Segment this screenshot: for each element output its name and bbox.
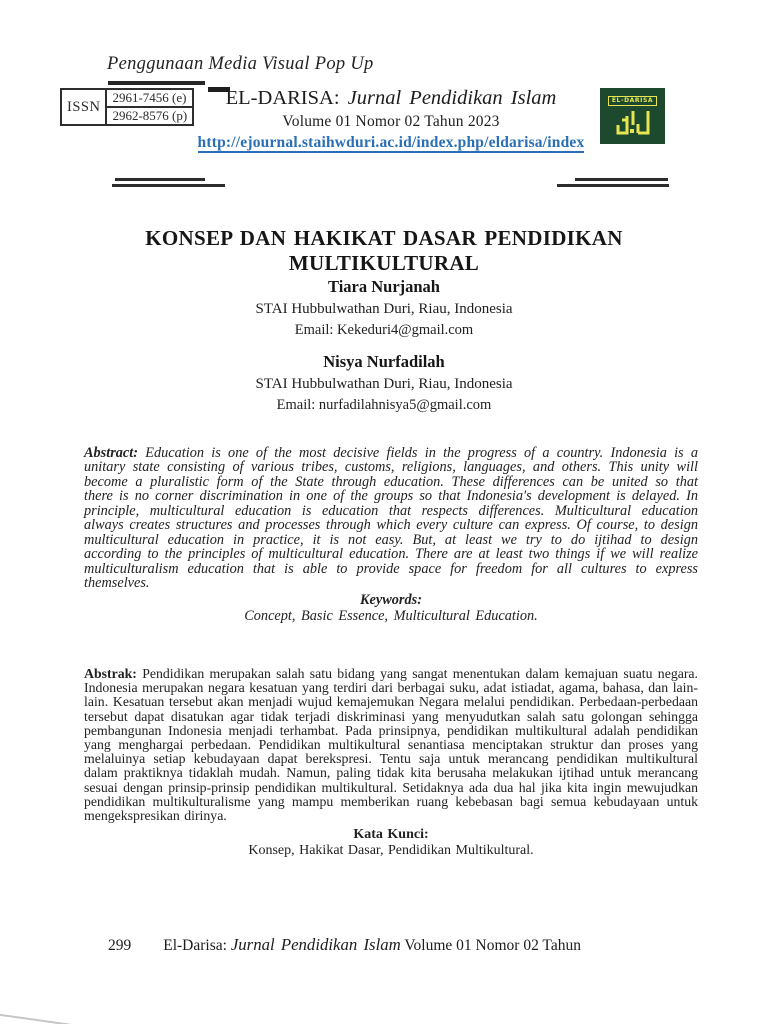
abstract-body: Education is one of the most decisive fields in the progress of a country. Indonesia is a unitary state consisting of various tribes, customs, religions, languages, and others. This unity will become a pluralistic form of the State through education. These differences can be united so that there is no corner discrimination in one of the groups so that Indonesia's development is delayed. In principle, multicultural education is education that respects differences. Multicultural education always creates structures and processes through which every culture can express. Of course, to design multicultural education in practice, it is not easy. But, at least we try to do ijtihad to design according to the principles of multicultural education. There are at least two things if we will realize multiculturalism education that is able to provide space for freedom for all cultures to express themselves. [84, 445, 699, 591]
author-affiliation: STAI Hubbulwathan Duri, Riau, Indonesia [255, 301, 513, 317]
keywords-block [84, 593, 698, 624]
author-block-1 [78, 277, 690, 339]
issn-electronic: 2961-7456 (e) [106, 89, 193, 107]
volume-line: Volume 01 Nomor 02 Tahun 2023 [282, 112, 500, 130]
double-rule-right-bottom [557, 184, 669, 187]
author-affiliation: STAI Hubbulwathan Duri, Riau, Indonesia [255, 376, 513, 392]
abstract-section-id [84, 667, 698, 859]
issn-label: ISSN [61, 89, 106, 125]
running-header-title: Penggunaan Media Visual Pop Up [107, 54, 374, 74]
abstrak-body: Pendidikan merupakan salah satu bidang yang sangat menentukan dalam kemajuan suatu negara. Indonesia merupakan negara kesatuan yang terdiri dari berbagai suku, adat istiadat, agama, bahasa, dan lain-lain. Kesatuan tersebut akan menjadi wujud kemajemukan Negara melalui pendidikan. Perbedaan-perbedaan tersebut dapat disatukan agar tidak terjadi diskriminasi yang menyudutkan salah satu golongan sehingga pembangunan Indonesia menjadi terhambat. Pada prinsipnya, pendidikan multikultural adalah pendidikan yang menghargai perbedaan. Pendidikan multikultural senantiasa menciptakan struktur dan proses yang melaluinya setiap kebudayaan dapat berekspresi. Tentu saja untuk merancang pendidikan multikultural dalam praktiknya tidaklah mudah. Namun, paling tidak kita berusaha melakukan ijtihad untuk merancang sesuai dengan prinsip-prinsip pendidikan multikultural. Setidaknya ada dua hal jika kita ingin mewujudkan pendidikan multikulturalisme yang mampu memberikan ruang kebebasan bagi semua kebudayaan untuk mengekspresikan dirinya. [84, 666, 699, 824]
kata-kunci-label: Kata Kunci: [353, 827, 429, 843]
running-header-underline [108, 81, 205, 85]
keywords-label: Keywords: [360, 592, 422, 609]
page-footer [108, 935, 688, 955]
journal-title-italic: Jurnal Pendidikan Islam [347, 87, 557, 109]
footer-journal-line [163, 935, 581, 955]
double-rule-right-top [575, 178, 668, 181]
logo-wordmark: EL-DARISA [608, 96, 657, 106]
author-name: Tiara Nurjanah [327, 277, 440, 296]
footer-journal-prefix: El-Darisa: [163, 937, 227, 954]
author-email: Email: Kekeduri4@gmail.com [294, 322, 474, 338]
author-block-2 [78, 352, 690, 414]
journal-url-link[interactable]: http://ejournal.staihwduri.ac.id/index.php/eldarisa/index [198, 134, 585, 153]
abstract-label: Abstract: [84, 445, 139, 461]
abstract-section-en [84, 446, 698, 625]
kata-kunci-text: Konsep, Hakikat Dasar, Pendidikan Multikultural. [248, 842, 534, 858]
article-title: KONSEP DAN HAKIKAT DASAR PENDIDIKAN MULTIKULTURAL [145, 226, 623, 275]
double-rule-left-bottom [112, 184, 225, 187]
footer-volume-text: Volume 01 Nomor 02 Tahun [404, 937, 581, 954]
el-darisa-logo [600, 88, 665, 144]
arabic-calligraphy-icon [615, 108, 651, 136]
journal-title-prefix: EL-DARISA: [225, 87, 340, 109]
double-rule-left-top [115, 178, 205, 181]
issn-print: 2962-8576 (p) [106, 107, 193, 125]
journal-title [219, 88, 564, 110]
author-email: Email: nurfadilahnisya5@gmail.com [276, 397, 492, 413]
scan-artifact-line [0, 1013, 88, 1024]
abstrak-label: Abstrak: [84, 666, 137, 681]
footer-journal-name: Jurnal Pendidikan Islam [230, 935, 401, 954]
author-name: Nisya Nurfadilah [323, 352, 445, 371]
kata-kunci-block [84, 827, 698, 858]
page-number: 299 [108, 937, 132, 954]
keywords-text: Concept, Basic Essence, Multicultural Education. [244, 608, 538, 625]
